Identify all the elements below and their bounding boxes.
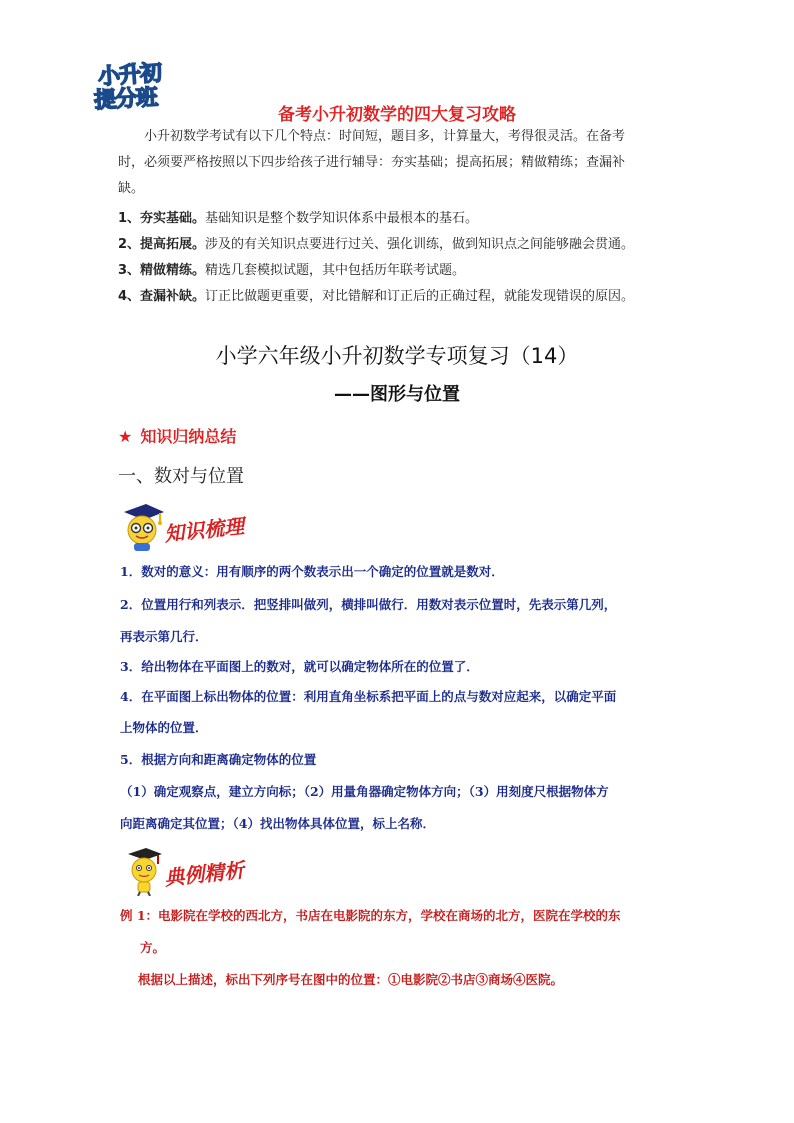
knowledge-point-4b: 上物体的位置． <box>120 720 208 735</box>
logo-line2: 提分班 <box>93 85 158 114</box>
strategy-item-text: 基础知识是整个数学知识体系中最根本的基石。 <box>205 211 479 226</box>
knowledge-point-3: 3．给出物体在平面图上的数对，就可以确定物体所在的位置了． <box>120 659 479 674</box>
strategy-item-label: 4、查漏补缺。 <box>118 289 206 304</box>
page-subtitle: ——图形与位置 <box>334 384 460 405</box>
strategy-item-text: 精选几套模拟试题，其中包括历年联考试题。 <box>205 263 466 278</box>
strategy-item-1 <box>118 206 678 232</box>
knowledge-point-5: 5．根据方向和距离确定物体的位置 <box>120 752 317 767</box>
knowledge-point-5b: 向距离确定其位置；（4）找出物体具体位置，标上名称． <box>120 816 435 831</box>
example-line3: 根据以上描述，标出下列序号在图中的位置：①电影院②书店③商场④医院。 <box>138 972 564 987</box>
section-title: 知识归纳总结 <box>140 427 237 446</box>
knowledge-point-2a: 2．位置用行和列表示．把竖排叫做列，横排叫做行．用数对表示位置时，先表示第几列， <box>120 597 617 612</box>
strategy-item-label: 3、精做精练。 <box>118 263 206 278</box>
strategy-list <box>118 206 678 310</box>
logo-line1: 小升初 <box>97 60 162 91</box>
example-banner <box>120 846 280 896</box>
strategy-item-3 <box>118 258 678 284</box>
strategy-title: 备考小升初数学的四大复习攻略 <box>278 105 516 125</box>
strategy-item-text: 涉及的有关知识点要进行过关、强化训练，做到知识点之间能够融会贯通。 <box>205 237 635 252</box>
star-icon: ★ <box>118 427 133 446</box>
strategy-item-2 <box>118 232 678 258</box>
strategy-item-label: 2、提高拓展。 <box>118 237 206 252</box>
teacher-mascot-icon <box>120 502 166 552</box>
section-header <box>118 424 236 447</box>
knowledge-point-2b: 再表示第几行． <box>120 629 208 644</box>
intro-line3: 缺。 <box>118 181 145 196</box>
knowledge-point-1: 1．数对的意义：用有顺序的两个数表示出一个确定的位置就是数对． <box>120 564 504 579</box>
student-mascot-icon <box>120 846 166 896</box>
page-title: 小学六年级小升初数学专项复习（14） <box>215 344 579 368</box>
knowledge-banner <box>120 502 280 552</box>
strategy-intro <box>118 124 678 202</box>
strategy-item-label: 1、夯实基础。 <box>118 211 206 226</box>
intro-line1: 小升初数学考试有以下几个特点：时间短，题目多，计算量大，考得很灵活。在备考 <box>144 129 626 144</box>
example-line2: 方。 <box>140 940 166 955</box>
knowledge-point-4a: 4．在平面图上标出物体的位置：利用直角坐标系把平面上的点与数对应起来，以确定平面 <box>120 689 617 704</box>
knowledge-point-5a: （1）确定观察点，建立方向标；（2）用量角器确定物体方向；（3）用刻度尺根据物体方 <box>120 784 609 799</box>
subsection-title: 一、数对与位置 <box>118 466 244 487</box>
intro-line2: 时，必须要严格按照以下四步给孩子进行辅导：夯实基础；提高拓展；精做精练；查漏补 <box>118 155 626 170</box>
banner-example-title: 典例精析 <box>163 857 246 891</box>
strategy-item-text: 订正比做题更重要，对比错解和订正后的正确过程，就能发现错误的原因。 <box>205 289 635 304</box>
banner-knowledge-title: 知识梳理 <box>163 513 246 547</box>
strategy-item-4 <box>118 284 678 310</box>
example-line1: 例 1：电影院在学校的西北方，书店在电影院的东方，学校在商场的北方，医院在学校的东 <box>120 908 621 923</box>
